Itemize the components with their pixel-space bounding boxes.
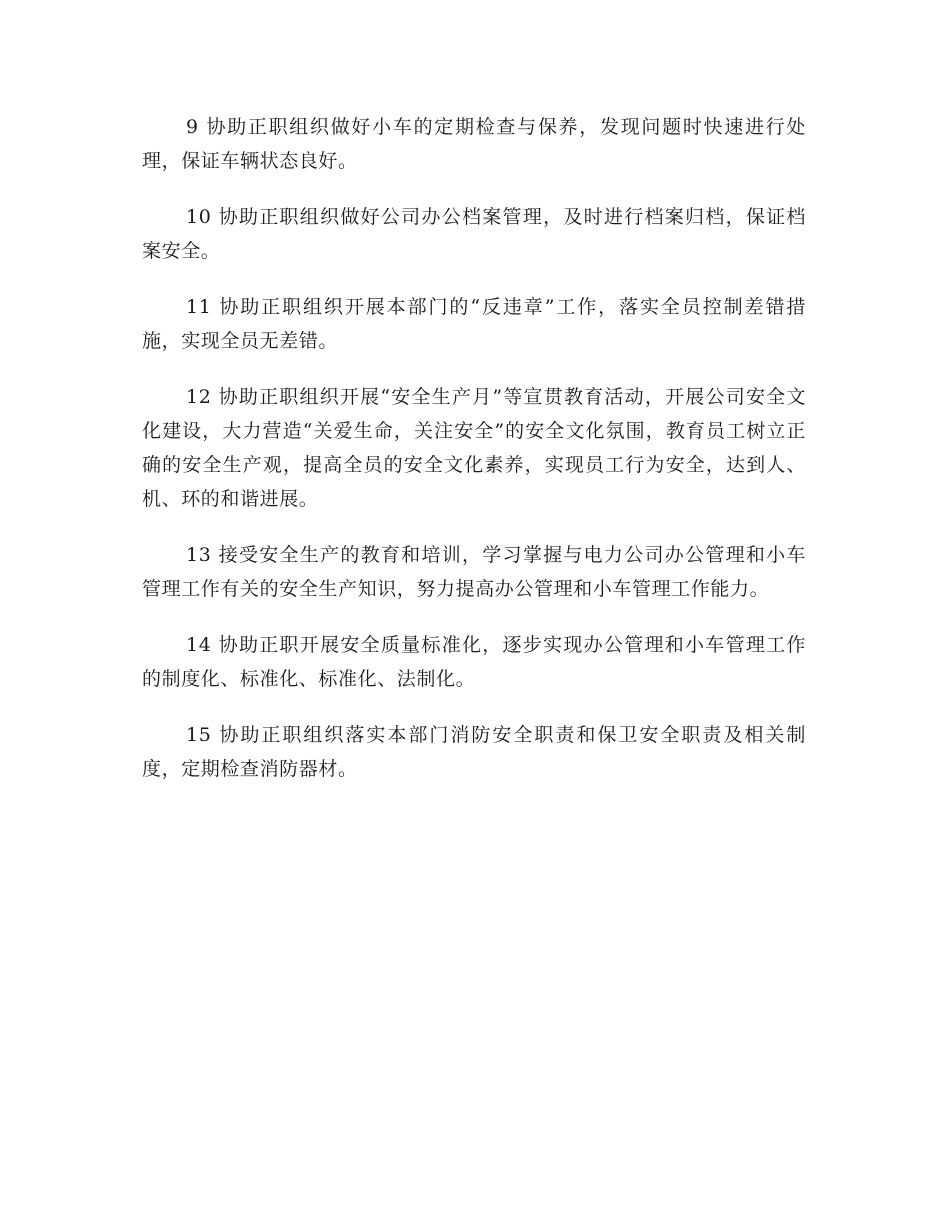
paragraph-item-13: 13 接受安全生产的教育和培训，学习掌握与电力公司办公管理和小车管理工作有关的安全生产知识，努力提高办公管理和小车管理工作能力。 [142,544,806,600]
paragraph-item-11: 11 协助正职组织开展本部门的“反违章”工作，落实全员控制差错措施，实现全员无差错。 [142,296,806,352]
paragraph-item-10: 10 协助正职组织做好公司办公档案管理，及时进行档案归档，保证档案安全。 [142,206,806,262]
paragraph-item-9: 9 协助正职组织做好小车的定期检查与保养，发现问题时快速进行处理，保证车辆状态良好。 [142,116,806,172]
paragraph-item-15: 15 协助正职组织落实本部门消防安全职责和保卫安全职责及相关制度，定期检查消防器材。 [142,724,806,780]
paragraph-item-12: 12 协助正职组织开展“安全生产月”等宣贯教育活动，开展公司安全文化建设，大力营造“关爱生命，关注安全”的安全文化氛围，教育员工树立正确的安全生产观，提高全员的安全文化素养，实现员工行为安全，达到人、机、环的和谐进展。 [142,386,806,510]
paragraph-item-14: 14 协助正职开展安全质量标准化，逐步实现办公管理和小车管理工作的制度化、标准化、标准化、法制化。 [142,634,806,690]
document-body [142,110,806,808]
